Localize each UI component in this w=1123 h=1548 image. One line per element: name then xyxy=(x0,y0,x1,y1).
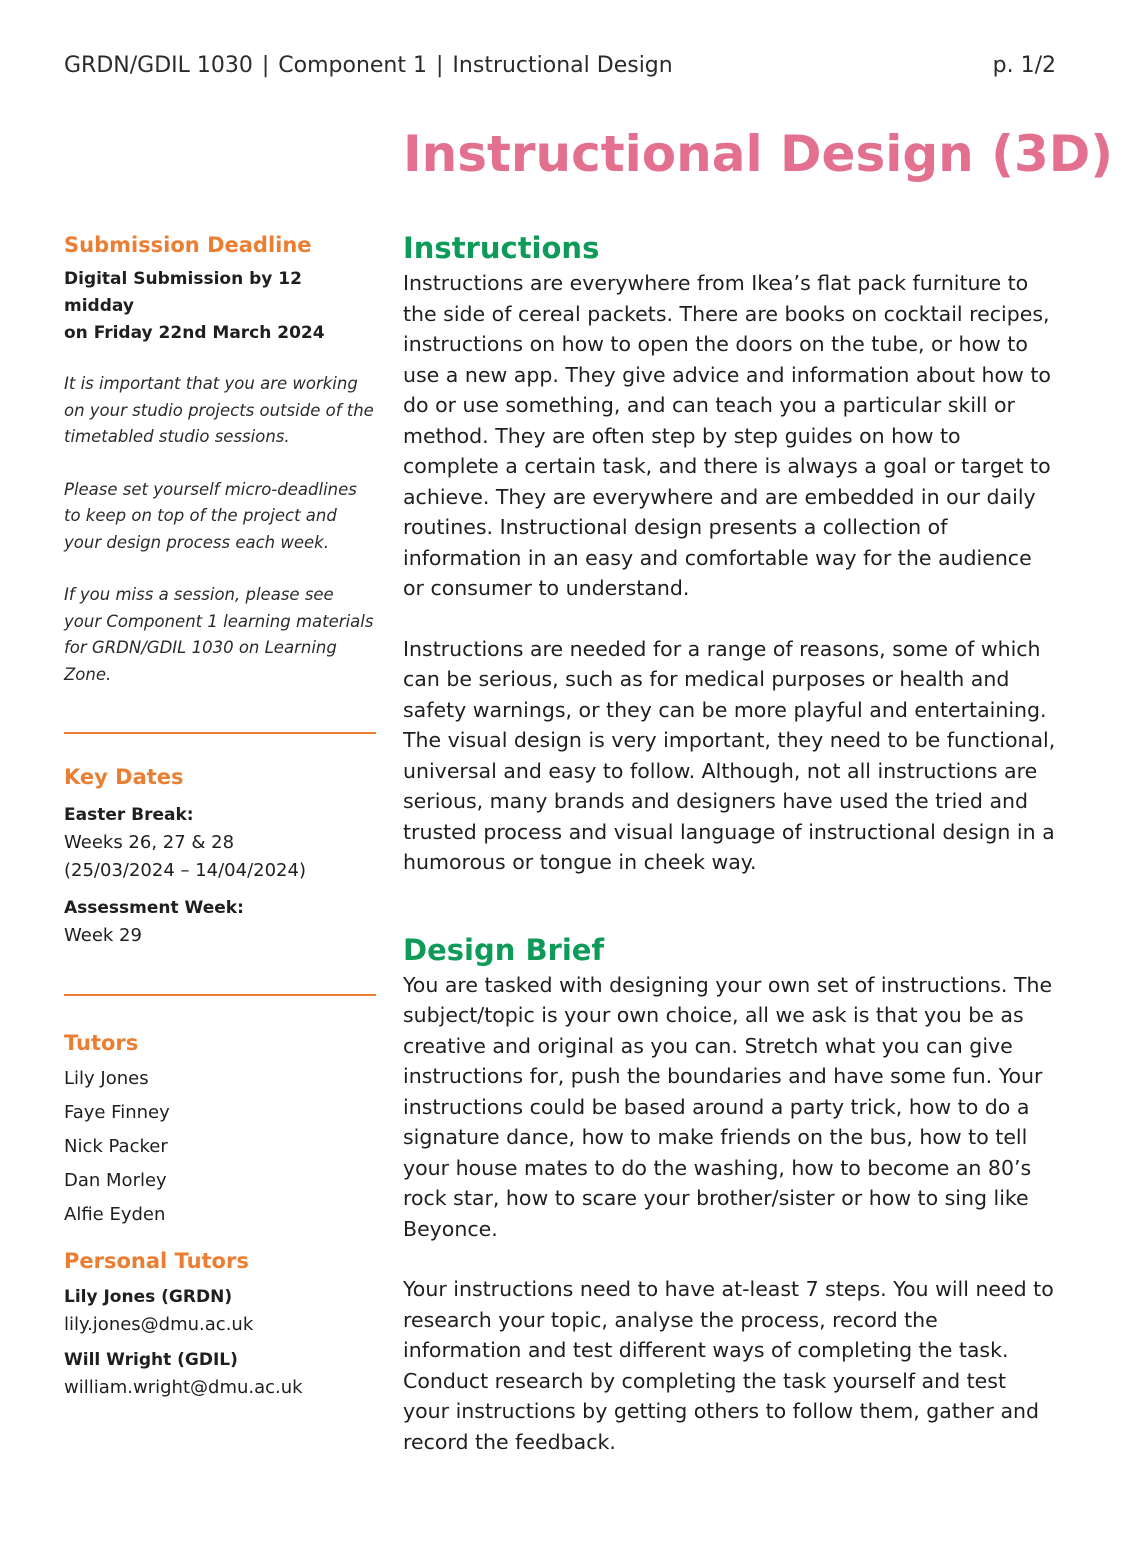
body-paragraph: Instructions are needed for a range of reasons, some of which can be serious, such as for medical purposes or health and safety warnings, or they can be more playful and entertaining. The visual design is very important, they need to be functional, universal and easy to follow. Although, not all instructions are serious, many brands and designers have used the tried and trusted process and visual language of instructional design in a humorous or tongue in cheek way. xyxy=(403,636,1056,874)
deadline-heading: Submission Deadline xyxy=(64,233,312,257)
page-header xyxy=(64,50,1056,82)
header-separator: | xyxy=(261,53,270,78)
deadline-line-2: on Friday 22nd March 2024 xyxy=(64,323,325,343)
deadline-note: If you miss a session, please see your Component 1 learning materials for GRDN/GDIL 1030 on Learning Zone. xyxy=(64,585,374,684)
tutors-section xyxy=(64,1028,376,1232)
personal-tutor-name: Lily Jones (GRDN) xyxy=(64,1287,233,1307)
page-title: Instructional Design (3D) xyxy=(403,125,1114,183)
personal-tutor-email[interactable]: lily.jones@dmu.ac.uk xyxy=(64,1314,254,1335)
header-separator: | xyxy=(436,53,444,78)
module-label: Instructional Design xyxy=(452,53,673,78)
page-number: p. 1/2 xyxy=(992,53,1056,78)
deadline-note: It is important that you are working on your studio projects outside of the timetabled studio sessions. xyxy=(64,374,374,446)
personal-tutor-name: Will Wright (GDIL) xyxy=(64,1350,238,1370)
header-breadcrumb xyxy=(64,50,673,82)
personal-tutors-heading: Personal Tutors xyxy=(64,1249,249,1273)
easter-break-range: (25/03/2024 – 14/04/2024) xyxy=(64,860,306,881)
key-dates-section xyxy=(64,762,376,950)
tutor-name: Faye Finney xyxy=(64,1102,170,1123)
tutors-heading: Tutors xyxy=(64,1031,139,1055)
sidebar xyxy=(64,230,376,1402)
design-brief-section xyxy=(403,930,1058,1458)
instructions-section xyxy=(403,228,1058,878)
easter-break-weeks: Weeks 26, 27 & 28 xyxy=(64,832,235,853)
key-dates-heading: Key Dates xyxy=(64,765,184,789)
main-content xyxy=(403,228,1058,1457)
tutor-name: Nick Packer xyxy=(64,1136,168,1157)
personal-tutor-email[interactable]: william.wright@dmu.ac.uk xyxy=(64,1377,303,1398)
easter-break-label: Easter Break: xyxy=(64,805,194,825)
component-label: Component 1 xyxy=(278,53,427,78)
assessment-week-value: Week 29 xyxy=(64,925,142,946)
body-paragraph: You are tasked with designing your own set of instructions. The subject/topic is your own choice, all we ask is that you be as creative and original as you can. Stretch what you can give instructions for, push the boundaries and have some fun. Your instructions could be based around a party trick, how to do a signature dance, how to make friends on the bus, how to tell your house mates to do the washing, how to become an 80’s rock star, how to scare your brother/sister or how to sing like Beyonce. xyxy=(403,972,1053,1241)
course-code: GRDN/GDIL 1030 xyxy=(64,53,253,78)
tutor-name: Lily Jones xyxy=(64,1068,149,1089)
deadline-section xyxy=(64,230,376,688)
assessment-week-label: Assessment Week: xyxy=(64,898,244,918)
deadline-line-1: Digital Submission by 12 midday xyxy=(64,269,302,316)
personal-tutors-section xyxy=(64,1246,376,1402)
instructions-heading: Instructions xyxy=(403,231,600,265)
body-paragraph: Instructions are everywhere from Ikea’s flat pack furniture to the side of cereal packets. There are books on cocktail recipes, instructions on how to open the doors on the tube, or how to use a new app. They give advice and information about how to do or use something, and can teach you a particular skill or method. They are often step by step guides on how to complete a certain task, and there is always a goal or target to achieve. They are everywhere and are embedded in our daily routines. Instructional design presents a collection of information in an easy and comfortable way for the audience or consumer to understand. xyxy=(403,271,1051,600)
design-brief-heading: Design Brief xyxy=(403,932,605,967)
deadline-note: Please set yourself micro-deadlines to keep on top of the project and your design process each week. xyxy=(64,479,357,552)
tutor-name: Dan Morley xyxy=(64,1170,167,1191)
body-paragraph: Your instructions need to have at-least 7 steps. You will need to research your topic, analyse the process, record the information and test different ways of completing the task. Conduct research by completing the task yourself and test your instructions by getting others to follow them, gather and record the feedback. xyxy=(403,1277,1054,1454)
tutor-name: Alfie Eyden xyxy=(64,1204,166,1225)
